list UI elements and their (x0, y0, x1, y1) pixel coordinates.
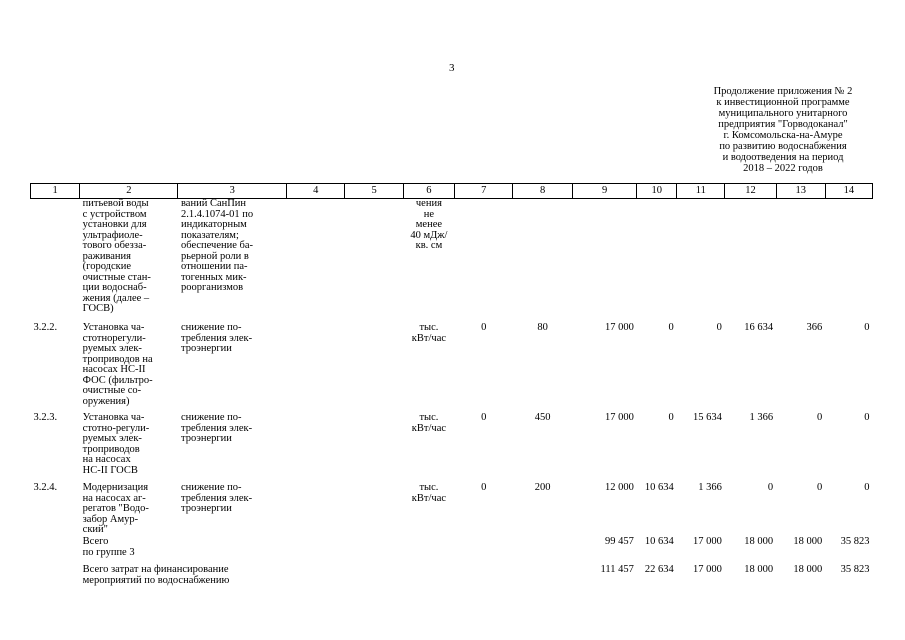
value-cell: 366 (806, 322, 823, 333)
header-line: муниципального унитарного (718, 108, 848, 119)
measure-goal: снижение по- требления элек- троэнергии (180, 412, 253, 444)
header-line: 2018 – 2022 годов (743, 163, 823, 174)
indicator-unit: тыс. кВт/час (411, 322, 447, 344)
total-value: 18 000 (744, 536, 774, 547)
column-header: 5 (345, 184, 403, 199)
measure-goal: снижение по- требления элек- троэнергии (180, 322, 253, 354)
column-header: 11 (677, 184, 725, 199)
header-line: по развитию водоснабжения (719, 141, 847, 152)
header-line: к инвестиционной программе (716, 97, 850, 108)
column-header: 1 (31, 184, 80, 199)
measure-name: Установка ча- стотнорегули- руемых элек- троприводов на насосах НС-II ФОС (фильтро- очистные со- оружения) (82, 322, 153, 407)
measure-name: Установка ча- стотно-регули- руемых элек- троприводов на насосах НС-II ГОСВ (82, 412, 150, 476)
column-header: 9 (572, 184, 637, 199)
value-cell: 0 (481, 322, 487, 333)
total-value: 35 823 (840, 564, 870, 575)
value-cell: 0 (864, 322, 870, 333)
value-cell: 0 (864, 412, 870, 423)
value-cell: 17 000 (604, 412, 634, 423)
value-cell: 1 366 (749, 412, 774, 423)
value-cell: 450 (534, 412, 551, 423)
value-cell: 0 (716, 322, 722, 333)
column-header: 2 (80, 184, 178, 199)
indicator-unit: чения не менее 40 мДж/ кв. см (410, 198, 448, 251)
item-number: 3.2.4. (33, 482, 58, 493)
indicator-unit: тыс. кВт/час (411, 482, 447, 504)
value-cell: 15 634 (693, 412, 722, 423)
value-cell: 0 (864, 482, 870, 493)
measure-name: Модернизация на насосах аг- регатов "Водо- забор Амур- ский" (82, 482, 149, 535)
item-number: 3.2.3. (33, 412, 58, 423)
column-header: 6 (403, 184, 454, 199)
value-cell: 0 (668, 412, 674, 423)
measure-goal: ваний СанПин 2.1.4.1074-01 по индикаторным показателям; обеспечение ба- рьерной роли в отношении па- тогенных мик- роорганизмов (180, 198, 254, 293)
column-number-row (31, 184, 873, 199)
total-value: 17 000 (693, 536, 722, 547)
grand-total-row (31, 565, 873, 589)
table-row (31, 319, 873, 409)
page-number: 3 (449, 62, 455, 74)
value-cell: 0 (668, 322, 674, 333)
value-cell: 0 (817, 482, 823, 493)
group-total-row (31, 537, 873, 565)
total-value: 10 634 (644, 536, 674, 547)
value-cell: 12 000 (604, 482, 634, 493)
column-header: 12 (725, 184, 776, 199)
table-row (31, 199, 873, 320)
measure-name: питьевой воды с устройством установки для ультрафиоле- тового обезза- раживания (городские очистные стан- ции водоснаб- жения (далее – ГОСВ) (82, 198, 151, 314)
header-line: г. Комсомольска-на-Амуре (723, 130, 843, 141)
total-value: 22 634 (644, 564, 674, 575)
header-line: предприятия "Горводоканал" (718, 119, 848, 130)
column-header: 4 (287, 184, 345, 199)
value-cell: 16 634 (744, 322, 774, 333)
column-header: 3 (178, 184, 287, 199)
total-value: 18 000 (793, 536, 823, 547)
value-cell: 0 (817, 412, 823, 423)
item-number (31, 199, 80, 320)
column-header: 7 (455, 184, 513, 199)
total-value: 99 457 (604, 536, 634, 547)
column-header: 10 (637, 184, 677, 199)
value-cell: 10 634 (644, 482, 674, 493)
appendix-header-note (690, 86, 876, 174)
value-cell: 0 (481, 412, 487, 423)
header-line: и водоотведения на период (722, 152, 844, 163)
total-value: 35 823 (840, 536, 870, 547)
table-row (31, 409, 873, 479)
total-label: Всего по группе 3 (82, 536, 135, 558)
column-header: 14 (825, 184, 872, 199)
investment-table (30, 183, 873, 589)
column-header: 13 (776, 184, 825, 199)
total-value: 17 000 (693, 564, 722, 575)
indicator-unit: тыс. кВт/час (411, 412, 447, 434)
measure-goal: снижение по- требления элек- троэнергии (180, 482, 253, 514)
total-label: Всего затрат на финансирование мероприятий по водоснабжению (82, 564, 230, 586)
column-header: 8 (513, 184, 572, 199)
value-cell: 0 (481, 482, 487, 493)
table-row (31, 479, 873, 537)
header-line: Продолжение приложения № 2 (713, 86, 853, 97)
total-value: 18 000 (744, 564, 774, 575)
value-cell: 1 366 (698, 482, 722, 493)
total-value: 18 000 (793, 564, 823, 575)
value-cell: 200 (534, 482, 551, 493)
value-cell: 17 000 (604, 322, 634, 333)
item-number: 3.2.2. (33, 322, 58, 333)
value-cell: 80 (537, 322, 548, 333)
value-cell: 0 (767, 482, 774, 493)
total-value: 111 457 (600, 564, 634, 575)
